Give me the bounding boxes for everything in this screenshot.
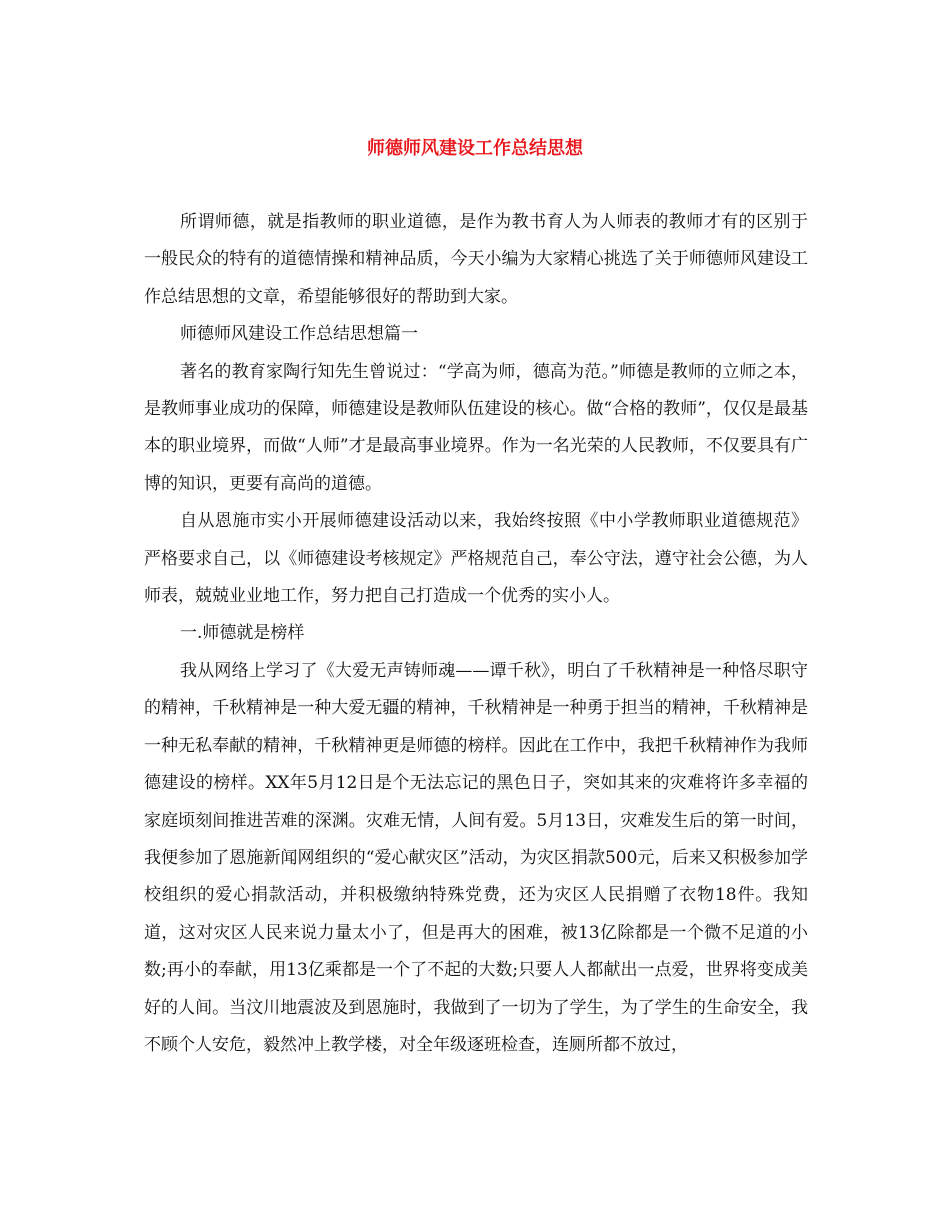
section-heading-part-one: 师德师风建设工作总结思想篇一: [180, 324, 418, 345]
body-paragraph: 著名的教育家陶行知先生曾说过：“学高为师，德高为范。”师德是教师的立师之本，是教师事业成功的保障，师德建设是教师队伍建设的核心。做“合格的教师”，仅仅是最基本的职业境界，而做“人师”才是最高事业境界。作为一名光荣的人民教师，不仅要具有广博的知识，更要有高尚的道德。: [144, 361, 808, 494]
intro-paragraph: 所谓师德，就是指教师的职业道德，是作为教书育人为人师表的教师才有的区别于一般民众的特有的道德情操和精神品质，今天小编为大家精心挑选了关于师德师风建设工作总结思想的文章，希望能够很好的帮助到大家。: [144, 212, 808, 307]
subheading-role-model: 一.师德就是榜样: [180, 623, 305, 644]
body-paragraph: 我从网络上学习了《大爱无声铸师魂——谭千秋》，明白了千秋精神是一种恪尽职守的精神，千秋精神是一种大爱无疆的精神，千秋精神是一种勇于担当的精神，千秋精神是一种无私奉献的精神，千秋精神更是师德的榜样。因此在工作中，我把千秋精神作为我师德建设的榜样。XX年5月12日是个无法忘记的黑色日子，突如其来的灾难将许多幸福的家庭顷刻间推进苦难的深渊。灾难无情，人间有爱。5月13日，灾难发生后的第一时间，我便参加了恩施新闻网组织的“爱心献灾区”活动，为灾区捐款500元，后来又积极参加学校组织的爱心捐款活动，并积极缴纳特殊党费，还为灾区人民捐赠了衣物18件。我知道，这对灾区人民来说力量太小了，但是再大的困难，被13亿除都是一个微不足道的小数;再小的奉献，用13亿乘都是一个了不起的大数;只要人人都献出一点爱，世界将变成美好的人间。当汶川地震波及到恩施时，我做到了一切为了学生，为了学生的生命安全，我不顾个人安危，毅然冲上教学楼，对全年级逐班检查，连厕所都不放过，: [144, 660, 808, 1055]
document-title: 师德师风建设工作总结思想: [367, 138, 583, 159]
document-body: [144, 204, 808, 1064]
body-paragraph: 自从恩施市实小开展师德建设活动以来，我始终按照《中小学教师职业道德规范》严格要求自己，以《师德建设考核规定》严格规范自己，奉公守法，遵守社会公德，为人师表，兢兢业业地工作，努力把自己打造成一个优秀的实小人。: [144, 511, 808, 607]
